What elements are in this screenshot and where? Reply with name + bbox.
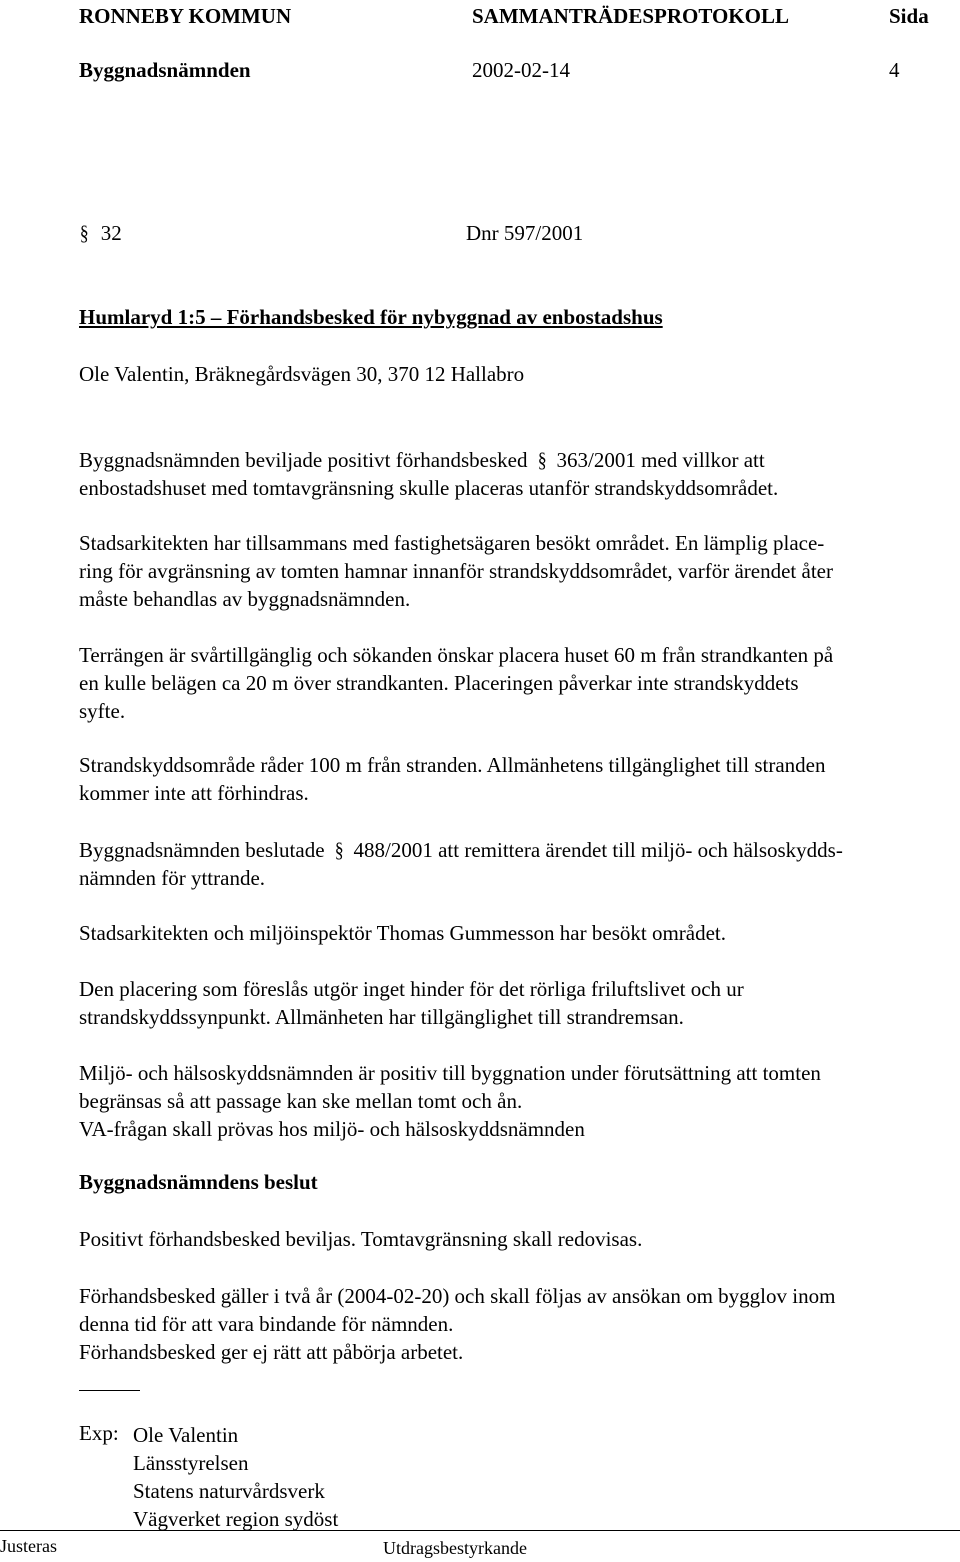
decision-1-line: Positivt förhandsbesked beviljas. Tomtavgränsning skall redovisas. bbox=[79, 1227, 643, 1251]
section-symbol: § bbox=[334, 838, 344, 862]
decision-heading: Byggnadsnämndens beslut bbox=[79, 1170, 318, 1194]
short-divider bbox=[79, 1390, 140, 1391]
paragraph-3 bbox=[79, 641, 959, 725]
case-title: Humlaryd 1:5 – Förhandsbesked för nybyggnad av enbostadshus bbox=[79, 305, 663, 329]
document-type: SAMMANTRÄDESPROTOKOLL bbox=[472, 4, 789, 28]
distribution-recipient: Länsstyrelsen bbox=[133, 1451, 249, 1475]
committee-name: Byggnadsnämnden bbox=[79, 58, 251, 82]
paragraph-8-line-2: begränsas så att passage kan ske mellan tomt och ån. bbox=[79, 1089, 523, 1113]
paragraph-4-line-1: Strandskyddsområde råder 100 m från stranden. Allmänhetens tillgänglighet till stranden bbox=[79, 753, 826, 777]
paragraph-2 bbox=[79, 529, 959, 613]
distribution-list bbox=[133, 1421, 733, 1533]
paragraph-3-line-2: en kulle belägen ca 20 m över strandkanten. Placeringen påverkar inte strandskyddets bbox=[79, 671, 799, 695]
paragraph-1-line-2: enbostadshuset med tomtavgränsning skulle placeras utanför strandskyddsområdet. bbox=[79, 476, 779, 500]
paragraph-2-line-3: måste behandlas av byggnadsnämnden. bbox=[79, 587, 411, 611]
paragraph-5-line-2: nämnden för yttrande. bbox=[79, 866, 266, 890]
paragraph-6-line-1: Stadsarkitekten och miljöinspektör Thomas Gummesson har besökt området. bbox=[79, 921, 727, 945]
paragraph-1 bbox=[79, 446, 959, 502]
section-symbol: § bbox=[537, 448, 547, 472]
meeting-date: 2002-02-14 bbox=[472, 58, 570, 82]
page-number: 4 bbox=[889, 58, 900, 82]
decision-2-line-2: denna tid för att vara bindande för nämnden. bbox=[79, 1312, 454, 1336]
paragraph-7-line-1: Den placering som föreslås utgör inget hinder för det rörliga friluftslivet och ur bbox=[79, 977, 744, 1001]
paragraph-6 bbox=[79, 919, 959, 947]
paragraph-3-line-3: syfte. bbox=[79, 699, 126, 723]
section-symbol: § bbox=[79, 221, 89, 245]
paragraph-4 bbox=[79, 751, 959, 807]
paragraph-8-line-3: VA-frågan skall prövas hos miljö- och hälsoskyddsnämnden bbox=[79, 1117, 585, 1141]
paragraph-8 bbox=[79, 1059, 959, 1143]
paragraph-8-line-1: Miljö- och hälsoskyddsnämnden är positiv till byggnation under förutsättning att tomten bbox=[79, 1061, 821, 1085]
org-name: RONNEBY KOMMUN bbox=[79, 4, 292, 28]
distribution-label: Exp: bbox=[79, 1421, 119, 1445]
section-number: 32 bbox=[100, 221, 122, 245]
paragraph-5-line-1b: 488/2001 att remittera ärendet till miljö- och hälsoskydds- bbox=[353, 838, 843, 862]
distribution-recipient: Statens naturvårdsverk bbox=[133, 1479, 325, 1503]
paragraph-7 bbox=[79, 975, 959, 1031]
decision-2-line-1: Förhandsbesked gäller i två år (2004-02-20) och skall följas av ansökan om bygglov inom bbox=[79, 1284, 836, 1308]
decision-2 bbox=[79, 1282, 959, 1366]
paragraph-2-line-2: ring för avgränsning av tomten hamnar innanför strandskyddsområdet, varför ärendet åter bbox=[79, 559, 833, 583]
footer-center-label: Utdragsbestyrkande bbox=[383, 1538, 527, 1558]
paragraph-4-line-2: kommer inte att förhindras. bbox=[79, 781, 309, 805]
paragraph-7-line-2: strandskyddssynpunkt. Allmänheten har tillgänglighet till strandremsan. bbox=[79, 1005, 684, 1029]
section-line bbox=[79, 221, 122, 246]
decision-1 bbox=[79, 1225, 959, 1253]
distribution-recipient: Ole Valentin bbox=[133, 1423, 239, 1447]
paragraph-2-line-1: Stadsarkitekten har tillsammans med fastighetsägaren besökt området. En lämplig place- bbox=[79, 531, 825, 555]
page-label: Sida bbox=[889, 4, 929, 28]
footer-rule bbox=[0, 1530, 960, 1531]
paragraph-3-line-1: Terrängen är svårtillgänglig och sökanden önskar placera huset 60 m från strandkanten på bbox=[79, 643, 834, 667]
dnr: Dnr 597/2001 bbox=[466, 221, 584, 245]
footer-left-label: Justeras bbox=[0, 1536, 57, 1556]
paragraph-1-line-1b: 363/2001 med villkor att bbox=[556, 448, 765, 472]
paragraph-5 bbox=[79, 836, 959, 892]
decision-3-line: Förhandsbesked ger ej rätt att påbörja arbetet. bbox=[79, 1340, 464, 1364]
paragraph-1-line-1a: Byggnadsnämnden beviljade positivt förhandsbesked bbox=[79, 448, 528, 472]
distribution-recipient: Vägverket region sydöst bbox=[133, 1507, 339, 1531]
applicant: Ole Valentin, Bräknegårdsvägen 30, 370 12 Hallabro bbox=[79, 362, 525, 386]
paragraph-5-line-1a: Byggnadsnämnden beslutade bbox=[79, 838, 325, 862]
